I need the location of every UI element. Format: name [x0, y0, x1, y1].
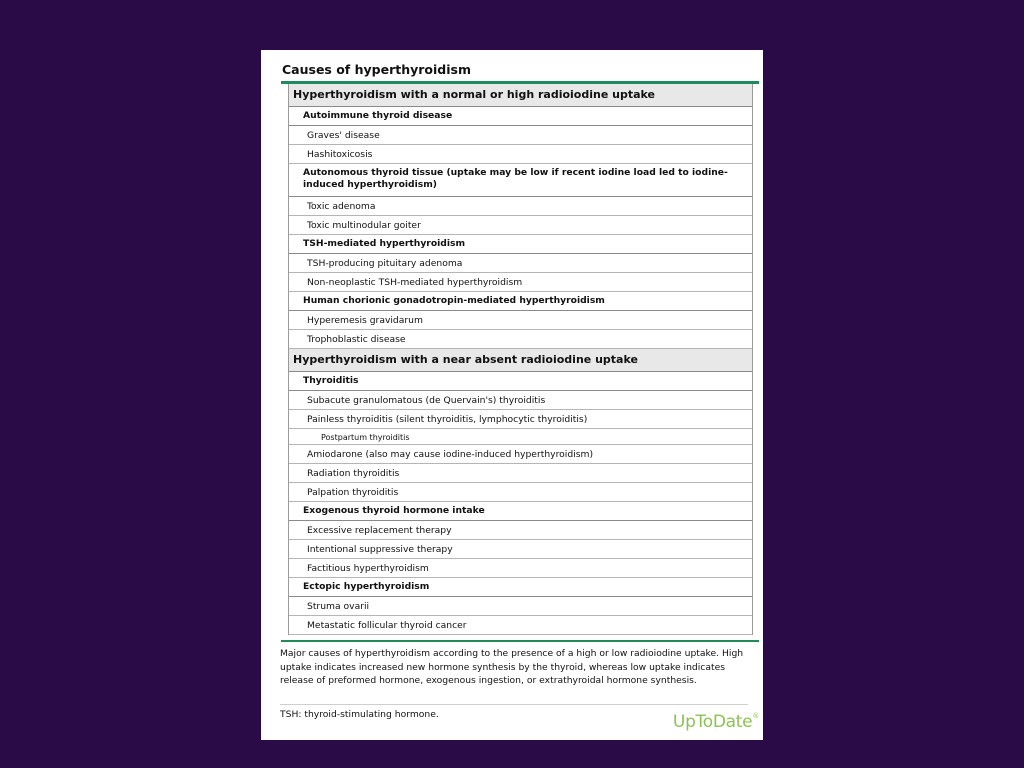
- item-row: Excessive replacement therapy: [289, 521, 752, 540]
- item-row: Painless thyroiditis (silent thyroiditis, lymphocytic thyroiditis): [289, 410, 752, 429]
- registered-mark: ®: [752, 712, 759, 720]
- section-header: Hyperthyroidism with a near absent radioiodine uptake: [289, 349, 752, 372]
- item-row: Trophoblastic disease: [289, 330, 752, 349]
- item-row: Radiation thyroiditis: [289, 464, 752, 483]
- category-row: Human chorionic gonadotropin-mediated hyperthyroidism: [289, 292, 752, 311]
- table-caption: Major causes of hyperthyroidism according to the presence of a high or low radioiodine uptake. High uptake indicates increased new hormone synthesis by the thyroid, whereas low uptake indicates release of preformed hormone, exogenous ingestion, or extrathyroidal hormone synthesis.: [280, 648, 744, 687]
- item-row: Intentional suppressive therapy: [289, 540, 752, 559]
- item-row: Non-neoplastic TSH-mediated hyperthyroidism: [289, 273, 752, 292]
- item-row: Palpation thyroiditis: [289, 483, 752, 502]
- item-row: Struma ovarii: [289, 597, 752, 616]
- table-card: [261, 50, 763, 740]
- abbreviation-note: TSH: thyroid-stimulating hormone.: [280, 709, 439, 720]
- category-row: Exogenous thyroid hormone intake: [289, 502, 752, 521]
- category-row: Autonomous thyroid tissue (uptake may be low if recent iodine load led to iodine-induced hyperthyroidism): [289, 164, 752, 197]
- causes-table: [288, 84, 753, 635]
- logo-text: UpToDate: [672, 712, 753, 732]
- category-row: TSH-mediated hyperthyroidism: [289, 235, 752, 254]
- item-row: Toxic adenoma: [289, 197, 752, 216]
- item-row: TSH-producing pituitary adenoma: [289, 254, 752, 273]
- item-row: Factitious hyperthyroidism: [289, 559, 752, 578]
- subitem-row: Postpartum thyroiditis: [289, 429, 752, 445]
- item-row: Toxic multinodular goiter: [289, 216, 752, 235]
- category-row: Autoimmune thyroid disease: [289, 107, 752, 126]
- category-row: Thyroiditis: [289, 372, 752, 391]
- item-row: Hyperemesis gravidarum: [289, 311, 752, 330]
- page-title: Causes of hyperthyroidism: [282, 62, 471, 77]
- category-row: Ectopic hyperthyroidism: [289, 578, 752, 597]
- bottom-divider: [281, 640, 759, 642]
- caption-divider: [280, 704, 748, 705]
- section-header: Hyperthyroidism with a normal or high radioiodine uptake: [289, 84, 752, 107]
- item-row: Subacute granulomatous (de Quervain's) thyroiditis: [289, 391, 752, 410]
- item-row: Hashitoxicosis: [289, 145, 752, 164]
- item-row: Amiodarone (also may cause iodine-induced hyperthyroidism): [289, 445, 752, 464]
- uptodate-logo: [673, 712, 759, 732]
- item-row: Graves' disease: [289, 126, 752, 145]
- item-row: Metastatic follicular thyroid cancer: [289, 616, 752, 635]
